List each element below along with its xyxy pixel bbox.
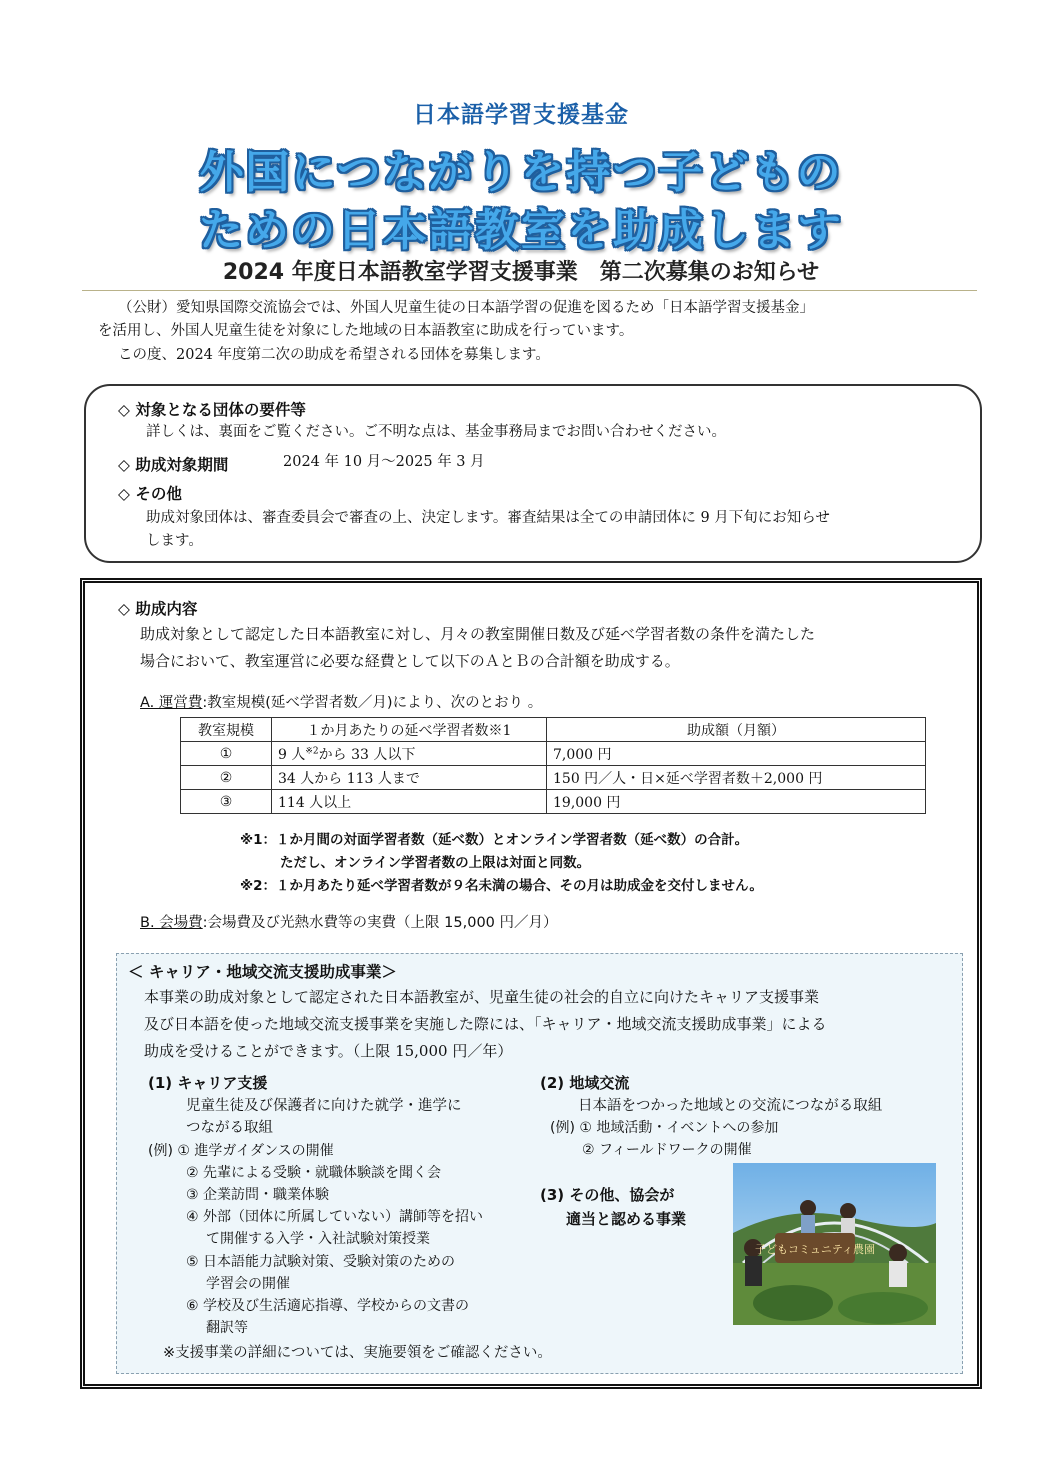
career-example-item: 翻訳等 <box>206 1320 248 1336</box>
career-example-item: ③ 企業訪問・職業体験 <box>186 1187 330 1203</box>
career-support-desc-2: つながる取組 <box>186 1120 273 1136</box>
career-support-desc-1: 児童生徒及び保護者に向けた就学・進学に <box>186 1098 462 1114</box>
venue-cost-line <box>140 912 558 935</box>
career-desc-line-1: 本事業の助成対象として認定された日本語教室が、児童生徒の社会的自立に向けたキャリア支援事業 <box>144 988 820 1006</box>
row-scale: ① <box>181 742 272 766</box>
requirements-text: 詳しくは、裏面をご覧ください。ご不明な点は、基金事務局までお問い合わせください。 <box>146 424 726 440</box>
operating-cost-label: A. 運営費 <box>140 695 203 711</box>
career-example-item: ② 先輩による受験・就職体験談を聞く会 <box>186 1165 441 1181</box>
farm-photo-illustration <box>733 1163 936 1325</box>
row-learners-pre: 9 人 <box>278 746 306 763</box>
career-example-item: て開催する入学・入社試験対策授業 <box>206 1231 430 1247</box>
other-projects-heading-2: 適当と認める事業 <box>566 1210 687 1228</box>
grant-heading: ◇ 助成内容 <box>118 600 198 618</box>
row-scale: ③ <box>181 790 272 814</box>
table-header-row <box>181 718 926 742</box>
venue-cost-text: :会場費及び光熱水費等の実費（上限 15,000 円／月） <box>202 915 558 931</box>
row-learners: 114 人以上 <box>272 790 547 814</box>
other-text-line-2: します。 <box>146 533 203 549</box>
row-scale: ② <box>181 766 272 790</box>
grant-desc-line-1: 助成対象として認定した日本語教室に対し、月々の教室開催日数及び延べ学習者数の条件を満たした <box>140 625 816 643</box>
page-subtitle: 2024 年度日本語教室学習支援事業 第二次募集のお知らせ <box>222 260 820 285</box>
table-header-scale: 教室規模 <box>181 718 272 742</box>
table-header-learners: １か月あたりの延べ学習者数※1 <box>272 718 547 742</box>
table-note-2: ※2：１か月あたり延べ学習者数が９名未満の場合、その月は助成金を交付しません。 <box>240 878 763 894</box>
row-learners: 34 人から 113 人まで <box>272 766 547 790</box>
community-exchange-heading: (2) 地域交流 <box>540 1074 630 1092</box>
farm-photo <box>733 1163 936 1325</box>
row-amount: 7,000 円 <box>547 742 926 766</box>
venue-cost-label: B. 会場費 <box>140 915 203 931</box>
career-example-item: ⑥ 学校及び生活適応指導、学校からの文書の <box>186 1298 469 1314</box>
career-footnote: ※支援事業の詳細については、実施要領をご確認ください。 <box>163 1345 552 1361</box>
career-example-item: 学習会の開催 <box>206 1276 290 1292</box>
operating-cost-text: :教室規模(延べ学習者数／月)により、次のとおり 。 <box>202 695 543 711</box>
table-row <box>181 790 926 814</box>
intro-line-1: （公財）愛知県国際交流協会では、外国人児童生徒の日本語学習の促進を図るため「日本語学習支援基金」 <box>118 300 814 316</box>
fund-name: 日本語学習支援基金 <box>413 102 629 128</box>
headline-line-1: 外国につながりを持つ子どもの <box>199 147 843 198</box>
intro-line-3: この度、2024 年度第二次の助成を希望される団体を募集します。 <box>118 347 550 363</box>
photo-sign-text: 子どもコミュニティ農園 <box>755 1243 875 1256</box>
table-row <box>181 742 926 766</box>
grant-desc-line-2: 場合において、教室運営に必要な経費として以下のＡとＢの合計額を助成する。 <box>140 652 680 670</box>
row-amount: 150 円／人・日×延べ学習者数＋2,000 円 <box>547 766 926 790</box>
table-note-1: ※1：１か月間の対面学習者数（延べ数）とオンライン学習者数（延べ数）の合計。 <box>240 832 749 848</box>
intro-line-2: を活用し、外国人児童生徒を対象にした地域の日本語教室に助成を行っています。 <box>98 323 634 339</box>
header-divider <box>82 290 977 291</box>
row-amount: 19,000 円 <box>547 790 926 814</box>
career-example-item: ④ 外部（団体に所属していない）講師等を招い <box>186 1209 483 1225</box>
career-desc-line-2: 及び日本語を使った地域交流支援事業を実施した際には、「キャリア・地域交流支援助成事業」による <box>144 1015 827 1033</box>
career-example-item: ⑤ 日本語能力試験対策、受験対策のための <box>186 1254 455 1270</box>
row-learners-sup: ※2 <box>305 745 319 756</box>
table-header-amount: 助成額（月額） <box>547 718 926 742</box>
career-support-heading: (1) キャリア支援 <box>148 1074 268 1092</box>
community-exchange-desc: 日本語をつかった地域との交流につながる取組 <box>578 1098 883 1114</box>
community-example-item: ② フィールドワークの開催 <box>582 1142 752 1158</box>
career-desc-line-3: 助成を受けることができます。（上限 15,000 円／年） <box>144 1042 513 1060</box>
grant-table <box>180 717 926 814</box>
row-learners-post: から 33 人以下 <box>318 746 416 763</box>
career-example-item: (例) ① 進学ガイダンスの開催 <box>148 1143 334 1159</box>
other-heading: ◇ その他 <box>118 485 182 503</box>
other-text-line-1: 助成対象団体は、審査委員会で審査の上、決定します。審査結果は全ての申請団体に 9 月下旬にお知らせ <box>146 510 830 526</box>
row-learners <box>272 742 547 766</box>
table-note-1b: ただし、オンライン学習者数の上限は対面と同数。 <box>280 855 591 871</box>
community-example-item: (例) ① 地域活動・イベントへの参加 <box>550 1120 779 1136</box>
other-projects-heading-1: (3) その他、協会が <box>540 1186 675 1204</box>
operating-cost-line <box>140 692 542 715</box>
period-heading: ◇ 助成対象期間 <box>118 456 229 474</box>
career-heading: ＜ キャリア・地域交流支援助成事業＞ <box>128 963 397 981</box>
table-row <box>181 766 926 790</box>
headline-line-2: ための日本語教室を助成します <box>199 205 843 256</box>
period-value: 2024 年 10 月～2025 年 3 月 <box>283 454 485 470</box>
requirements-heading: ◇ 対象となる団体の要件等 <box>118 401 306 419</box>
